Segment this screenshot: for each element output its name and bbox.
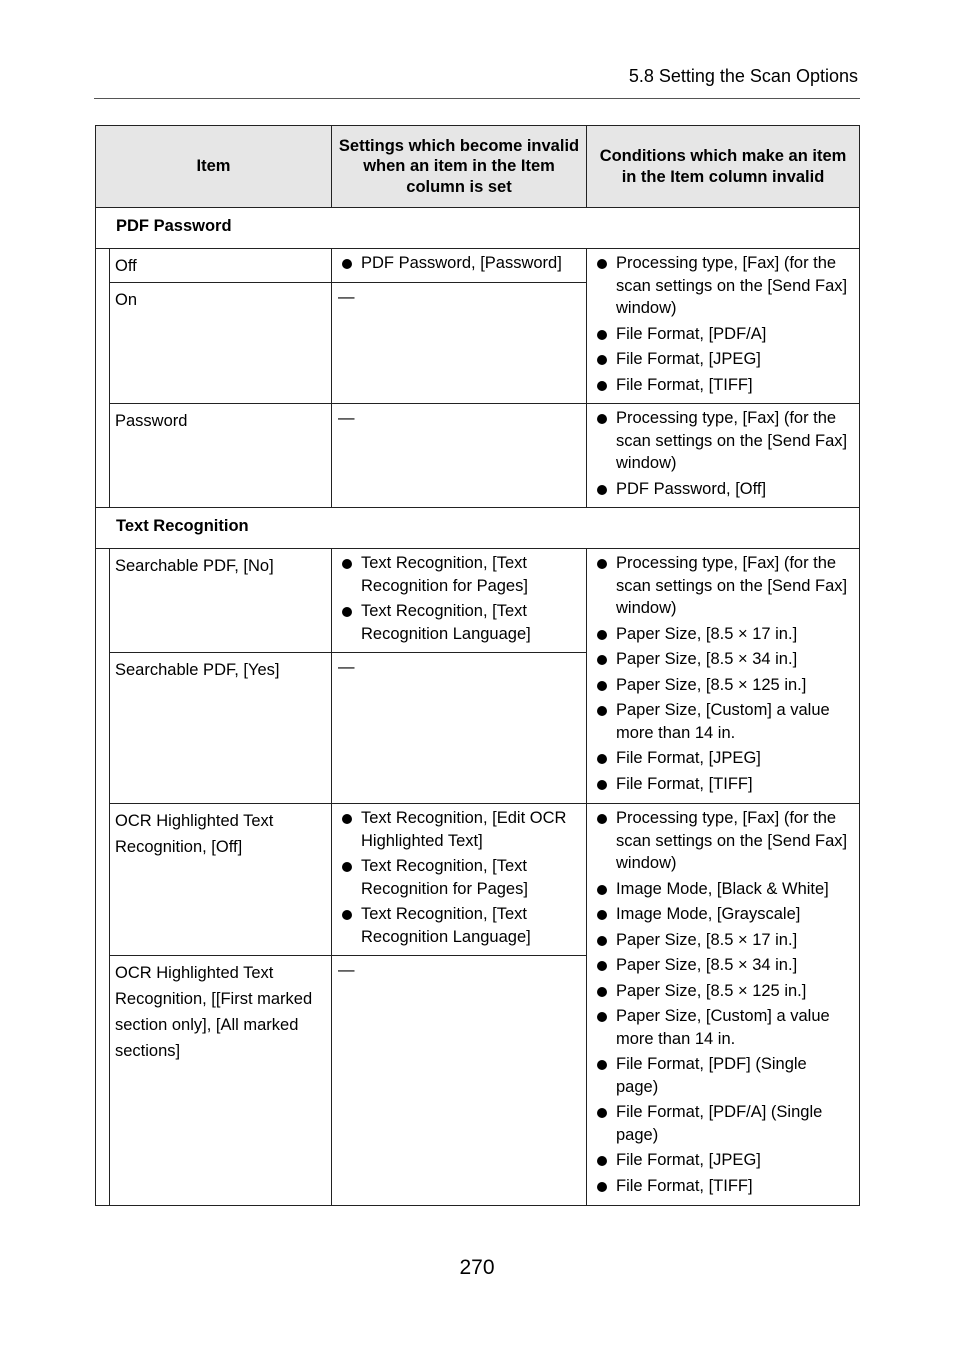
list-item: Paper Size, [8.5 × 34 in.] [593,648,853,671]
list-item: Text Recognition, [Text Recognition for Pages] [338,552,580,597]
list-item: Paper Size, [8.5 × 34 in.] [593,954,853,977]
table-row [96,804,860,956]
list-item: Text Recognition, [Text Recognition Language] [338,600,580,645]
list-item: Text Recognition, [Text Recognition Language] [338,903,580,948]
section-row-pdf-password [96,208,860,249]
conditions-cell [587,804,860,1206]
options-table [95,125,860,1206]
settings-cell [332,404,587,508]
settings-cell [332,549,587,653]
list-item: Paper Size, [8.5 × 125 in.] [593,674,853,697]
settings-cell [332,653,587,804]
item-cell: Off [110,249,332,283]
list-item: Processing type, [Fax] (for the scan settings on the [Send Fax] window) [593,552,853,620]
list-item: File Format, [PDF] (Single page) [593,1053,853,1098]
dash-text: — [338,658,355,676]
item-cell: Password [110,404,332,508]
list-item: File Format, [PDF/A] (Single page) [593,1101,853,1146]
header-conditions: Conditions which make an item in the Item column invalid [587,126,860,208]
conditions-cell [587,249,860,404]
list-item: Processing type, [Fax] (for the scan settings on the [Send Fax] window) [593,407,853,475]
list-item: Paper Size, [Custom] a value more than 14 in. [593,699,853,744]
section-row-text-recognition [96,508,860,549]
table-row [96,549,860,653]
table-row [96,404,860,508]
list-item: Paper Size, [Custom] a value more than 14 in. [593,1005,853,1050]
section-title: Text Recognition [96,508,860,549]
dash-text: — [338,288,355,306]
header-settings: Settings which become invalid when an item in the Item column is set [332,126,587,208]
settings-cell [332,283,587,404]
list-item: Image Mode, [Grayscale] [593,903,853,926]
settings-cell [332,956,587,1206]
conditions-cell [587,404,860,508]
dash-text: — [338,961,355,979]
page-number: 270 [459,1256,495,1279]
list-item: File Format, [TIFF] [593,773,853,796]
conditions-cell [587,549,860,804]
list-item: Image Mode, [Black & White] [593,878,853,901]
list-item: Paper Size, [8.5 × 17 in.] [593,623,853,646]
dash-text: — [338,409,355,427]
table-row [96,249,860,283]
item-cell: On [110,283,332,404]
settings-cell [332,804,587,956]
section-title: PDF Password [96,208,860,249]
list-item: PDF Password, [Off] [593,478,853,501]
item-cell: Searchable PDF, [No] [110,549,332,653]
item-cell: OCR Highlighted Text Recognition, [Off] [110,804,332,956]
list-item: Paper Size, [8.5 × 17 in.] [593,929,853,952]
list-item: File Format, [PDF/A] [593,323,853,346]
item-cell: Searchable PDF, [Yes] [110,653,332,804]
list-item: Processing type, [Fax] (for the scan settings on the [Send Fax] window) [593,807,853,875]
list-item: File Format, [TIFF] [593,374,853,397]
list-item: File Format, [JPEG] [593,348,853,371]
list-item: Processing type, [Fax] (for the scan settings on the [Send Fax] window) [593,252,853,320]
list-item: Paper Size, [8.5 × 125 in.] [593,980,853,1003]
list-item: PDF Password, [Password] [338,252,580,275]
list-item: Text Recognition, [Edit OCR Highlighted Text] [338,807,580,852]
list-item: Text Recognition, [Text Recognition for Pages] [338,855,580,900]
list-item: File Format, [TIFF] [593,1175,853,1198]
header-item: Item [96,126,332,208]
section-header: 5.8 Setting the Scan Options [628,66,858,86]
item-cell: OCR Highlighted Text Recognition, [[First marked section only], [All marked sections] [110,956,332,1206]
list-item: File Format, [JPEG] [593,747,853,770]
settings-cell [332,249,587,283]
header-divider [94,98,860,99]
table-header-row [96,126,860,208]
list-item: File Format, [JPEG] [593,1149,853,1172]
